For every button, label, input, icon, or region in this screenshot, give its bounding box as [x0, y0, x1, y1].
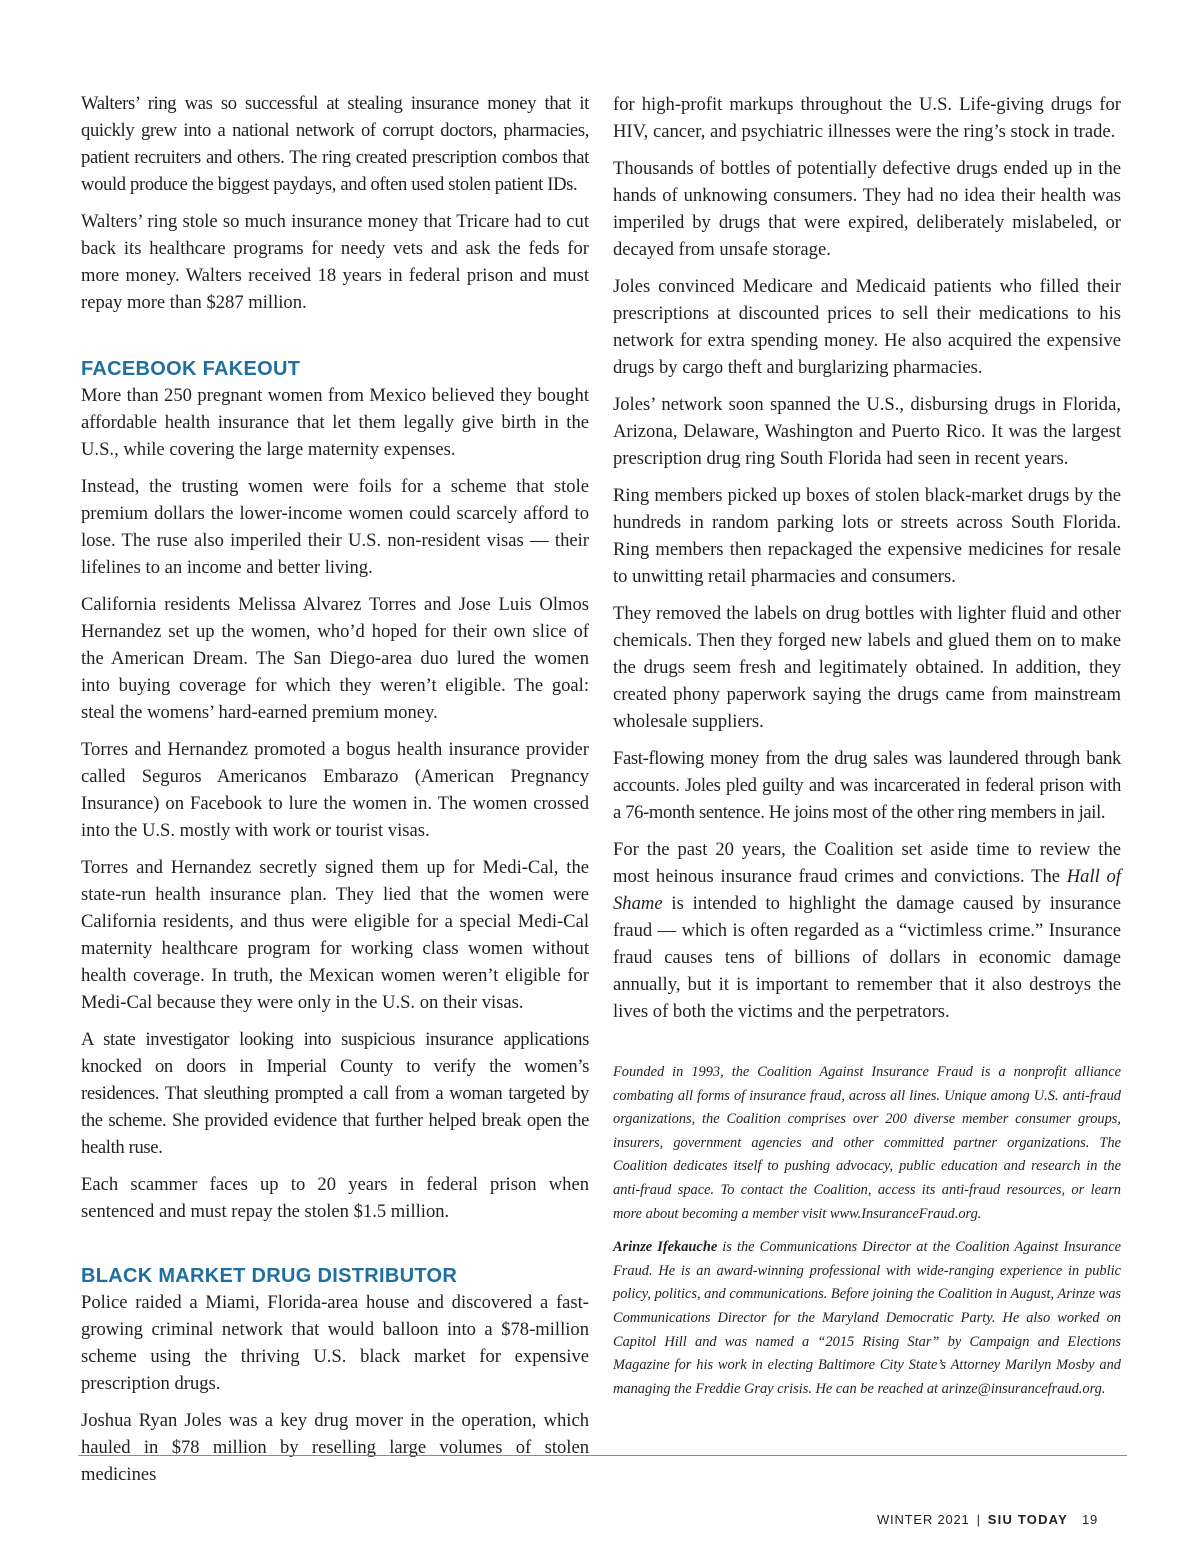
author-bio-note [613, 1236, 1121, 1401]
text-run: is intended to highlight the damage caused by insurance fraud –– which is often regarded as a “victimless crime.” Insurance fraud causes tens of billions of dollars in economic damage annually, but it is important to remember that it also destroys the lives of both the victims and the perpetrators. [613, 893, 1121, 1022]
section-heading-black-market: BLACK MARKET DRUG DISTRIBUTOR [81, 1265, 458, 1287]
paragraph: Joles convinced Medicare and Medicaid patients who filled their prescriptions at discounted prices to sell their medications to his network for extra spending money. He also acquired the expensive drugs by cargo theft and burglarizing pharmacies. [613, 276, 1121, 378]
footer-issue: WINTER 2021 [876, 1512, 970, 1527]
footer-divider [78, 1455, 1127, 1456]
author-bio-text: is the Communications Director at the Coalition Against Insurance Fraud. He is an award-winning professional with wide-ranging experience in public policy, politics, and communications. Before joining the Coalition in August, Arinze was Communications Director for the Maryland Democratic Party. He also worked on Capitol Hill and was named a “2015 Rising Star” by Campaign and Elections Magazine for his work in electing Baltimore City State’s Attorney Marilyn Mosby and managing the Freddie Gray crisis. He can be reached at arinze@insurancefraud.org. [613, 1239, 1121, 1397]
paragraph: Thousands of bottles of potentially defective drugs ended up in the hands of unknowing consumers. They had no idea their health was imperiled by drugs that were expired, deliberately mislabeled, or decayed from unsafe storage. [613, 158, 1121, 260]
paragraph: Joshua Ryan Joles was a key drug mover in the operation, which hauled in $78 million by reselling large volumes of stolen medicines [81, 1410, 589, 1485]
paragraph: Each scammer faces up to 20 years in federal prison when sentenced and must repay the stolen $1.5 million. [81, 1174, 589, 1222]
paragraph: They removed the labels on drug bottles with lighter fluid and other chemicals. Then they forged new labels and glued them on to make the drugs seem fresh and legitimately obtained. In addition, they created phony paperwork saying the drugs came from mainstream wholesale suppliers. [613, 603, 1121, 732]
paragraph-hall-of-shame [613, 836, 1121, 1025]
paragraph: Walters’ ring was so successful at stealing insurance money that it quickly grew into a national network of corrupt doctors, pharmacies, patient recruiters and others. The ring created prescription combos that would produce the biggest paydays, and often used stolen patient IDs. [81, 93, 589, 195]
paragraph: Fast-flowing money from the drug sales was laundered through bank accounts. Joles pled guilty and was incarcerated in federal prison with a 76-month sentence. He joins most of the other ring members in jail. [613, 748, 1121, 823]
publication-title-italic: Hall of Shame [613, 866, 1121, 914]
paragraph: Ring members picked up boxes of stolen black-market drugs by the hundreds in random parking lots or streets across South Florida. Ring members then repackaged the expensive medicines for resale to unwitting retail pharmacies and consumers. [613, 485, 1121, 587]
page-number: 19 [1081, 1512, 1098, 1527]
author-name: Arinze Ifekauche [613, 1239, 718, 1256]
left-column [81, 90, 589, 1498]
about-coalition-note: Founded in 1993, the Coalition Against Insurance Fraud is a nonprofit alliance combating all forms of insurance fraud, across all lines. Unique among U.S. anti-fraud organizations, the Coalition comprises over 200 diverse member consumer groups, insurers, government agencies and other committed partner organizations. The Coalition dedicates itself to pushing advocacy, public education and research in the anti-fraud space. To contact the Coalition, access its anti-fraud resources, or learn more about becoming a member visit www.InsuranceFraud.org. [613, 1064, 1121, 1222]
paragraph: More than 250 pregnant women from Mexico believed they bought affordable health insurance that let them legally give birth in the U.S., while covering the large maternity expenses. [81, 385, 589, 460]
paragraph: for high-profit markups throughout the U.S. Life-giving drugs for HIV, cancer, and psychiatric illnesses were the ring’s stock in trade. [613, 94, 1121, 142]
footer-separator: | [976, 1512, 981, 1527]
paragraph: Instead, the trusting women were foils for a scheme that stole premium dollars the lower-income women could scarcely afford to lose. The ruse also imperiled their U.S. non-resident visas — their lifelines to an income and better living. [81, 476, 589, 578]
paragraph: Torres and Hernandez promoted a bogus health insurance provider called Seguros Americanos Embarazo (American Pregnancy Insurance) on Facebook to lure the women in. The women crossed into the U.S. mostly with work or tourist visas. [81, 739, 589, 841]
page-footer [877, 1512, 1098, 1527]
section-heading-facebook-fakeout: FACEBOOK FAKEOUT [81, 358, 301, 380]
right-column [613, 91, 1121, 1411]
paragraph: Joles’ network soon spanned the U.S., disbursing drugs in Florida, Arizona, Delaware, Washington and Puerto Rico. It was the largest prescription drug ring South Florida had seen in recent years. [613, 394, 1121, 469]
paragraph: Walters’ ring stole so much insurance money that Tricare had to cut back its healthcare programs for needy vets and ask the feds for more money. Walters received 18 years in federal prison and must repay more than $287 million. [81, 211, 589, 313]
paragraph: California residents Melissa Alvarez Torres and Jose Luis Olmos Hernandez set up the women, who’d hoped for their own slice of the American Dream. The San Diego-area duo lured the women into buying coverage for which they weren’t eligible. The goal: steal the womens’ hard-earned premium money. [81, 594, 589, 723]
text-run: For the past 20 years, the Coalition set aside time to review the most heinous insurance fraud crimes and convictions. The [613, 839, 1121, 887]
footer-publication: SIU TODAY [987, 1512, 1068, 1527]
paragraph: Police raided a Miami, Florida-area house and discovered a fast-growing criminal network that would balloon into a $78-million scheme using the thriving U.S. black market for expensive prescription drugs. [81, 1292, 589, 1394]
paragraph: A state investigator looking into suspicious insurance applications knocked on doors in Imperial County to verify the women’s residences. That sleuthing prompted a call from a woman targeted by the scheme. She provided evidence that further helped break open the health ruse. [81, 1029, 589, 1158]
author-notes [613, 1061, 1121, 1401]
paragraph: Torres and Hernandez secretly signed them up for Medi-Cal, the state-run health insurance plan. They lied that the women were California residents, and thus were eligible for a special Medi-Cal maternity healthcare program for working class women without health coverage. In truth, the Mexican women weren’t eligible for Medi-Cal because they were only in the U.S. on their visas. [81, 857, 589, 1013]
